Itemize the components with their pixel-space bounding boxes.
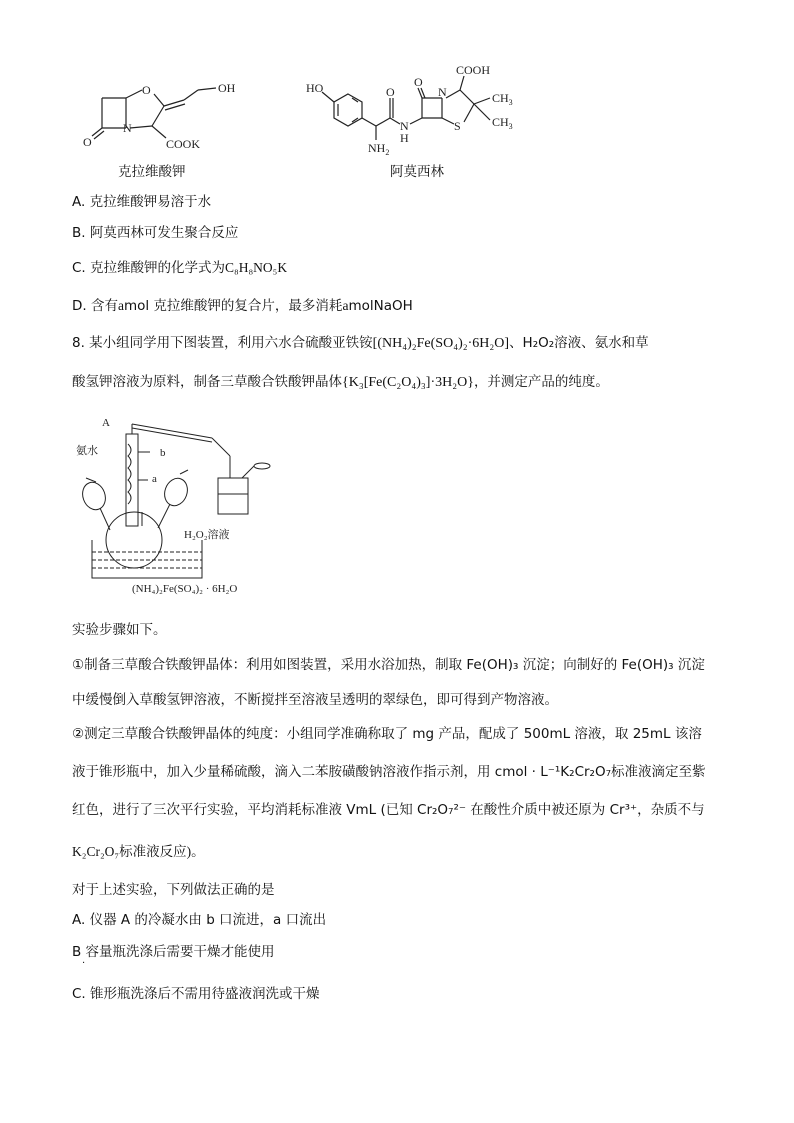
step1-line1: ①制备三草酸合铁酸钾晶体：利用如图装置，采用水浴加热，制取 Fe(OH)₃ 沉淀；向制好的 Fe(OH)₃ 沉淀 [72,657,705,673]
q8-option-a: A. 仪器 A 的冷凝水由 b 口流进，a 口流出 [72,912,327,928]
amox-amino: $NH_2$ [368,141,390,157]
q8-stem-line2: 酸氢钾溶液为原料，制备三草酸合铁酸钾晶体{K₃[Fe(C₂O₄)₃]·3H₂O}，并测定产品的纯度。 [72,374,609,390]
steps-intro: 实验步骤如下。 [72,622,167,638]
clav-caption: 克拉维酸钾 [118,164,186,180]
apparatus-label-ammonia: 氨水 [76,445,98,457]
q8-question: 对于上述实验，下列做法正确的是 [72,882,275,898]
clav-carboxylate: COOK [166,137,201,151]
clav-nitrogen: N [123,121,132,135]
amox-caption: 阿莫西林 [390,164,444,180]
q7-option-c: C. 克拉维酸钾的化学式为C₈H₈NO₅K [72,260,288,276]
apparatus-label-b: b [160,447,166,459]
q7-option-d: D. 含有amol 克拉维酸钾的复合片，最多消耗amolNaOH [72,298,413,314]
q7-c-formula: C₈H₈NO₅K [225,260,288,275]
amox-hydroxyl: HO [306,81,324,95]
clav-ring-oxygen: O [142,83,151,97]
amox-ring-nitrogen: N [438,85,447,99]
step2-line1: ②测定三草酸合铁酸钾晶体的纯度：小组同学准确称取了 mg 产品，配成了 500mL 溶液，取 25mL 该溶 [72,726,702,742]
q7-option-a: A. 克拉维酸钾易溶于水 [72,194,212,210]
q8-stem-line1: 8. 某小组同学用下图装置，利用六水合硫酸亚铁铵[(NH₄)₂Fe(SO₄)₂·6H₂O]、H₂O₂溶液、氨水和草 [72,335,649,351]
amox-sulfur: S [454,119,461,133]
step2-line2: 液于锥形瓶中，加入少量稀硫酸，滴入二苯胺磺酸钠溶液作指示剂，用 cmol · L⁻¹K₂Cr₂O₇标准液滴定至紫 [72,764,706,780]
amox-lactam-oxygen: O [414,75,423,89]
q8-option-c: C. 锥形瓶洗涤后不需用待盛液润洗或干燥 [72,986,320,1002]
apparatus-diagram [72,418,282,600]
apparatus-label-h2o2: H₂O₂溶液 [184,529,230,541]
amox-carboxyl: COOH [456,63,491,77]
q8-option-b: B 容量瓶洗涤后需要干燥才能使用 [72,944,275,960]
clavulanate-structure [80,70,260,155]
amox-amide-nitrogen: N [400,119,409,133]
apparatus-label-salt: (NH₄)₂Fe(SO₄)₂ · 6H₂O [132,583,238,595]
amox-methyl-1: $CH_3$ [492,91,513,107]
apparatus-label-a: A [102,418,110,429]
amoxicillin-structure [300,62,530,162]
q8-option-b-dot: · [82,958,86,969]
amox-methyl-2: $CH_3$ [492,115,513,131]
step2-line3: 红色，进行了三次平行实验，平均消耗标准液 VmL (已知 Cr₂O₇²⁻ 在酸性介质中被还原为 Cr³⁺，杂质不与 [72,802,705,818]
step2-line4: K₂Cr₂O₇标准液反应)。 [72,844,205,859]
step1-line2: 中缓慢倒入草酸氢钾溶液，不断搅拌至溶液呈透明的翠绿色，即可得到产物溶液。 [72,692,558,708]
amox-amide-hydrogen: H [400,131,409,145]
amox-amide-oxygen: O [386,85,395,99]
apparatus-label-a-small: a [152,473,157,485]
q7-option-b: B. 阿莫西林可发生聚合反应 [72,225,239,241]
clav-hydroxyl: OH [218,81,236,95]
clav-carbonyl-oxygen: O [83,135,92,149]
